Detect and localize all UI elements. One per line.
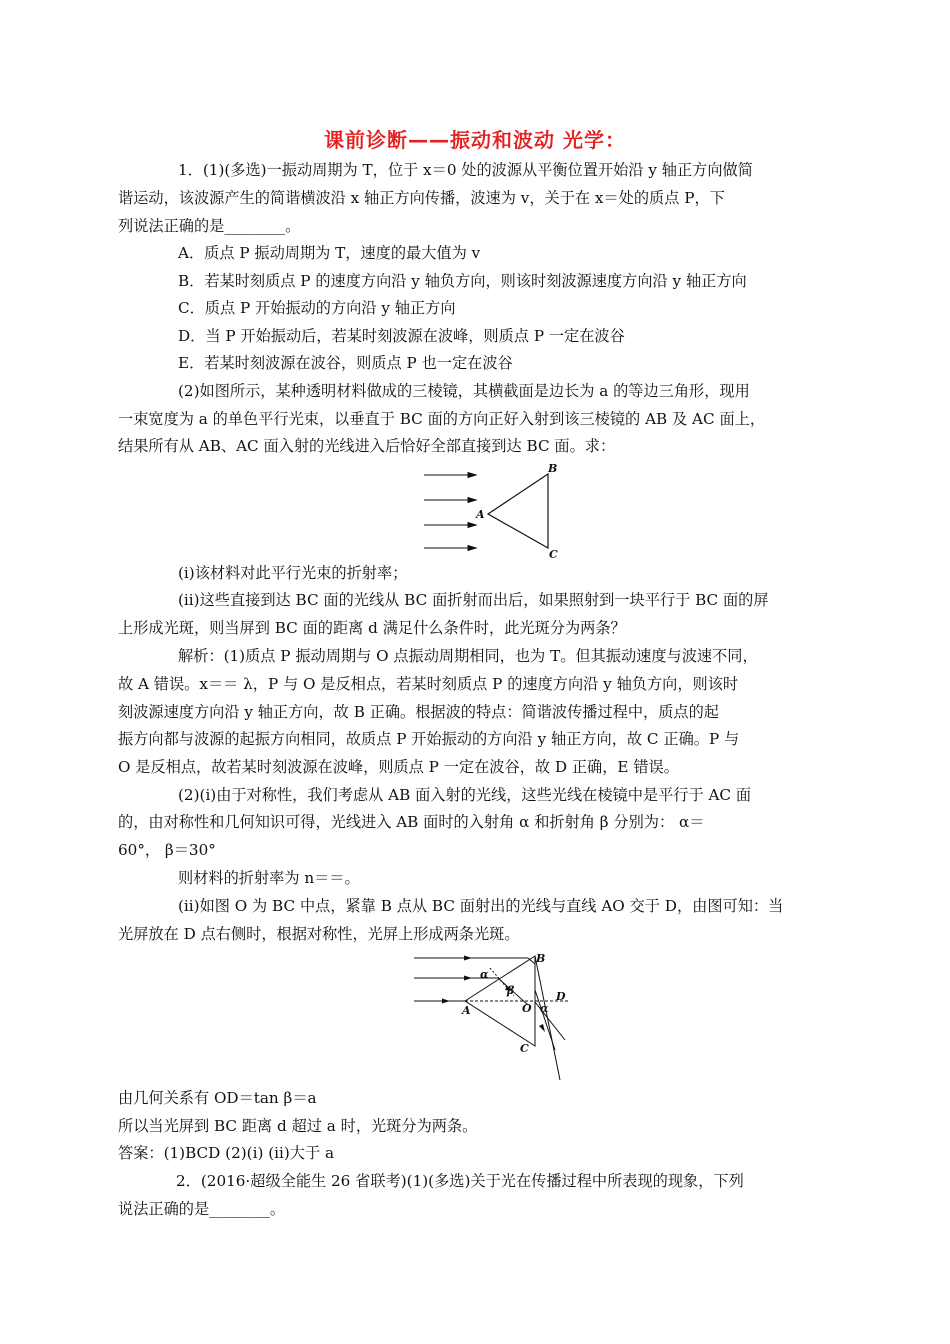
label-beta: β <box>507 984 515 997</box>
q1-line-3: 列说法正确的是________。 <box>118 217 301 235</box>
solution-ii-line-2: 光屏放在 D 点右侧时，根据对称性，光屏上形成两条光斑。 <box>118 925 520 943</box>
label-d: D <box>556 990 566 1003</box>
arrow-head <box>442 999 450 1004</box>
q2-line-1: 2．(2016·超级全能生 26 省联考)(1)(多选)关于光在传播过程中所表现的现象，下列 <box>176 1172 744 1190</box>
prism-triangle <box>488 474 548 548</box>
label-o: O <box>522 1002 532 1015</box>
arrow-head <box>468 546 476 551</box>
q1-option-d: D．当 P 开始振动后，若某时刻波源在波峰，则质点 P 一定在波谷 <box>178 327 625 345</box>
refracted-ray <box>528 958 535 964</box>
arrow-head <box>468 473 476 478</box>
label-b: B <box>536 952 546 965</box>
q1-option-c: C．质点 P 开始振动的方向沿 y 轴正方向 <box>178 299 456 317</box>
solution-line-3: 刻波源速度方向沿 y 轴正方向，故 B 正确。根据波的特点：简谐波传播过程中，质点的起 <box>118 703 719 721</box>
q1-part2-line-2: 一束宽度为 a 的单色平行光束，以垂直于 BC 面的方向正好入射到该三棱镜的 AB 及 AC 面上， <box>118 410 766 428</box>
solution-line-2: 故 A 错误。x＝＝ λ，P 与 O 是反相点，若某时刻质点 P 的速度方向沿 y 轴负方向，则该时 <box>118 675 739 693</box>
arrow-head <box>468 523 476 528</box>
q1-line-1: 1．(1)(多选)一振动周期为 T，位于 x＝0 处的波源从平衡位置开始沿 y 轴正方向做简 <box>178 161 753 179</box>
q1-option-e: E．若某时刻波源在波谷，则质点 P 也一定在波谷 <box>178 354 513 372</box>
q1-sub-ii-line-2: 上形成光斑，则当屏到 BC 面的距离 d 满足什么条件时，此光斑分为两条？ <box>118 619 626 637</box>
solution2-line-2: 的，由对称性和几何知识可得，光线进入 AB 面时的入射角 α 和折射角 β 分别为： α＝ <box>118 813 705 831</box>
q1-line-2: 谐运动，该波源产生的简谐横波沿 x 轴正方向传播，波速为 v，关于在 x＝处的质点 P，下 <box>118 189 725 207</box>
prism-figure <box>418 462 578 562</box>
q1-sub-i: (ⅰ)该材料对此平行光束的折射率； <box>178 564 408 582</box>
solution-line-5: O 是反相点，故若某时刻波源在波峰，则质点 P 一定在波谷，故 D 正确，E 错误。 <box>118 758 679 776</box>
geometry-line: 由几何关系有 OD＝tan β＝a <box>118 1089 317 1107</box>
label-a: A <box>476 508 485 521</box>
label-alpha-exit: α <box>540 1002 549 1015</box>
exit-ray <box>535 990 555 1050</box>
solution2-line-1: (2)(ⅰ)由于对称性，我们考虑从 AB 面入射的光线，这些光线在棱镜中是平行于 AC 面 <box>178 786 752 804</box>
arrow-head <box>468 498 476 503</box>
ray-geometry-figure <box>410 950 580 1082</box>
solution-line-4: 振方向都与波源的起振方向相同，故质点 P 开始振动的方向沿 y 轴正方向，故 C 正确。P 与 <box>118 730 740 748</box>
q1-part2-line-1: (2)如图所示，某种透明材料做成的三棱镜，其横截面是边长为 a 的等边三角形，现用 <box>178 382 750 400</box>
solution2-line-3: 60°， β＝30° <box>118 841 216 859</box>
q2-line-2: 说法正确的是________。 <box>118 1200 286 1218</box>
solution-line-1: 解析：(1)质点 P 振动周期与 O 点振动周期相同，也为 T。但其振动速度与波速不同， <box>178 647 758 665</box>
q1-option-a: A．质点 P 振动周期为 T，速度的最大值为 v <box>178 244 481 262</box>
label-c: C <box>520 1042 529 1055</box>
arrow-head <box>464 976 472 981</box>
q1-sub-ii-line-1: (ⅱ)这些直接到达 BC 面的光线从 BC 面折射而出后，如果照射到一块平行于 BC 面的屏 <box>178 591 769 609</box>
page-title: 课前诊断——振动和波动 光学： <box>324 128 626 152</box>
label-a: A <box>462 1004 471 1017</box>
arrow-head <box>464 956 472 961</box>
label-alpha: α <box>480 968 489 981</box>
answer-line: 答案：(1)BCD (2)(ⅰ) (ⅱ)大于 a <box>118 1144 335 1162</box>
label-c: C <box>549 548 558 561</box>
solution-n-line: 则材料的折射率为 n＝＝。 <box>178 869 360 887</box>
q1-option-b: B．若某时刻质点 P 的速度方向沿 y 轴负方向，则该时刻波源速度方向沿 y 轴正方向 <box>178 272 747 290</box>
solution-ii-line-1: (ⅱ)如图 O 为 BC 中点，紧靠 B 点从 BC 面射出的光线与直线 AO 交于 D，由图可知：当 <box>178 897 784 915</box>
condition-line: 所以当光屏到 BC 距离 d 超过 a 时，光斑分为两条。 <box>118 1117 478 1135</box>
q1-part2-line-3: 结果所有从 AB、AC 面入射的光线进入后恰好全部直接到达 BC 面。求： <box>118 437 616 455</box>
label-b: B <box>548 462 558 475</box>
arrow-head <box>539 1024 545 1032</box>
